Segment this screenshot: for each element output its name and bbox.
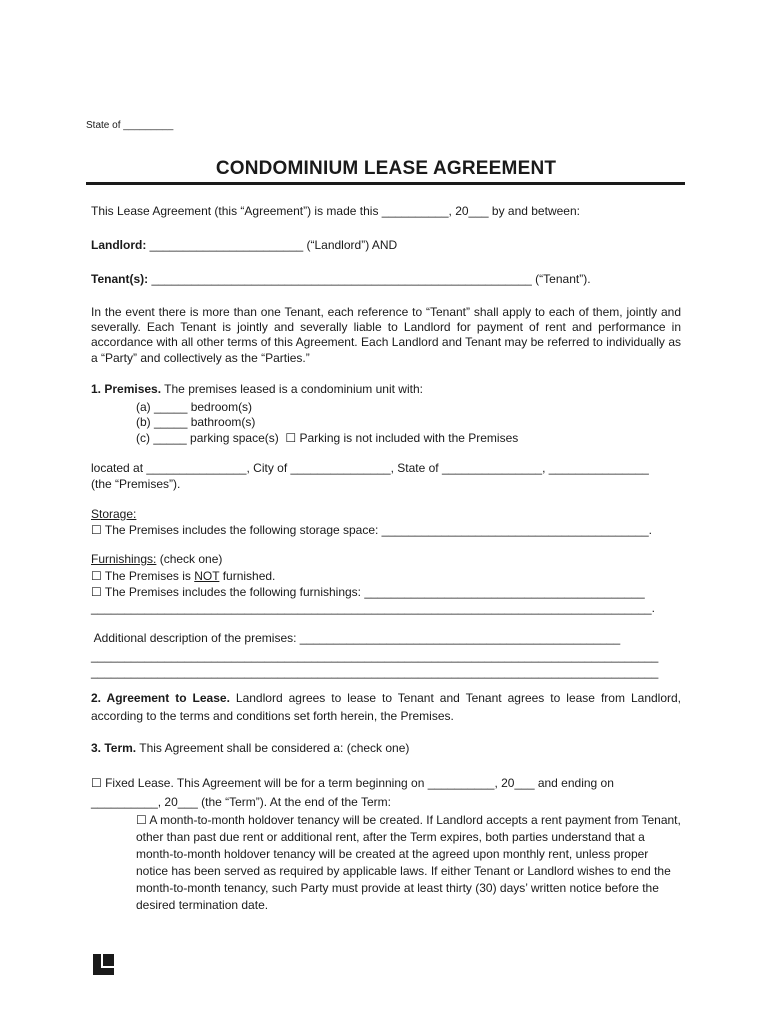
- furnishings-option-not-furnished: [91, 569, 275, 584]
- state-line: State of _________: [86, 120, 174, 131]
- agreement-to-lease-paragraph: [91, 690, 681, 725]
- title-divider: [86, 182, 685, 185]
- multi-tenant-paragraph: In the event there is more than one Tenant, each reference to “Tenant” shall apply to each of them, jointly and severally. Each Tenant is jointly and severally liable to Landlord for payment of rent and performance in accordance with all other terms of this Agreement. Each Landlord and Tenant may be referred to individually as a “Party” and collectively as the “Parties.”: [91, 305, 681, 365]
- term-heading-line: [91, 741, 409, 756]
- landlord-label: Landlord:: [91, 238, 147, 252]
- term-heading: 3. Term.: [91, 741, 137, 755]
- landlord-text: _______________________ (“Landlord”) AND: [146, 238, 398, 252]
- furnishings-option-includes: ☐ The Premises includes the following furnishings: __________________________________________: [91, 585, 645, 599]
- fixed-lease-line-2: __________, 20___ (the “Term”). At the end of the Term:: [91, 795, 391, 809]
- furnishings-heading-line: [91, 552, 222, 567]
- fixed-lease-line: ☐ Fixed Lease. This Agreement will be for a term beginning on __________, 20___ and ending on: [91, 776, 614, 790]
- premises-location-line: located at _______________, City of _______________, State of _______________, _______________: [91, 461, 649, 475]
- holdover-option-paragraph: ☐ A month-to-month holdover tenancy will be created. If Landlord accepts a rent payment from Tenant, other than past due rent or additional rent, after the Term expires, both parties understand that a month-to-month holdover tenancy will be created at the agreed upon monthly rent, unless proper notice has been served as required by applicable laws. If either Tenant or Landlord wishes to end the month-to-month tenancy, such Party must provide at least thirty (30) days’ written notice before the desired termination date.: [136, 813, 681, 912]
- premises-item-bedrooms: (a) _____ bedroom(s): [136, 400, 253, 414]
- document-title: CONDOMINIUM LEASE AGREEMENT: [215, 158, 557, 179]
- tenant-label: Tenant(s):: [91, 272, 149, 286]
- furnishings-option1-not: NOT: [194, 569, 220, 583]
- furnishings-option1-suffix: furnished.: [219, 569, 276, 583]
- term-text: This Agreement shall be considered a: (check one): [136, 741, 410, 755]
- storage-option: ☐ The Premises includes the following storage space: ________________________________________.: [91, 523, 652, 537]
- furnishings-option1-prefix: ☐ The Premises is: [91, 569, 195, 583]
- agreement-to-lease-text: Landlord agrees to lease to Tenant and Tenant agrees to lease from Landlord, according to the terms and conditions set forth herein, the Premises.: [91, 691, 682, 723]
- furnishings-blank-line: ____________________________________________________________________________________.: [91, 601, 655, 615]
- furnishings-note: (check one): [156, 552, 223, 566]
- additional-blank-line-1: _____________________________________________________________________________________: [91, 649, 659, 663]
- agreement-to-lease-heading: 2. Agreement to Lease.: [91, 691, 230, 705]
- premises-item-parking: (c) _____ parking space(s) ☐ Parking is not included with the Premises: [136, 431, 519, 445]
- storage-heading: Storage:: [91, 507, 137, 521]
- lawdistrict-logo-icon: [93, 954, 114, 975]
- premises-location-line-2: (the “Premises”).: [91, 477, 181, 491]
- landlord-line: [91, 238, 397, 253]
- additional-description-line: Additional description of the premises: ________________________________________________: [91, 631, 621, 645]
- premises-heading-line: [91, 382, 423, 397]
- intro-line: This Lease Agreement (this “Agreement”) is made this __________, 20___ by and between:: [91, 204, 580, 218]
- tenant-line: [91, 272, 591, 287]
- premises-heading: 1. Premises.: [91, 382, 162, 396]
- additional-blank-line-2: _____________________________________________________________________________________: [91, 665, 659, 679]
- premises-item-bathrooms: (b) _____ bathroom(s): [136, 415, 256, 429]
- tenant-text: _________________________________________________________ (“Tenant”).: [148, 272, 591, 286]
- premises-text: The premises leased is a condominium unit with:: [161, 382, 423, 396]
- furnishings-heading: Furnishings:: [91, 552, 157, 566]
